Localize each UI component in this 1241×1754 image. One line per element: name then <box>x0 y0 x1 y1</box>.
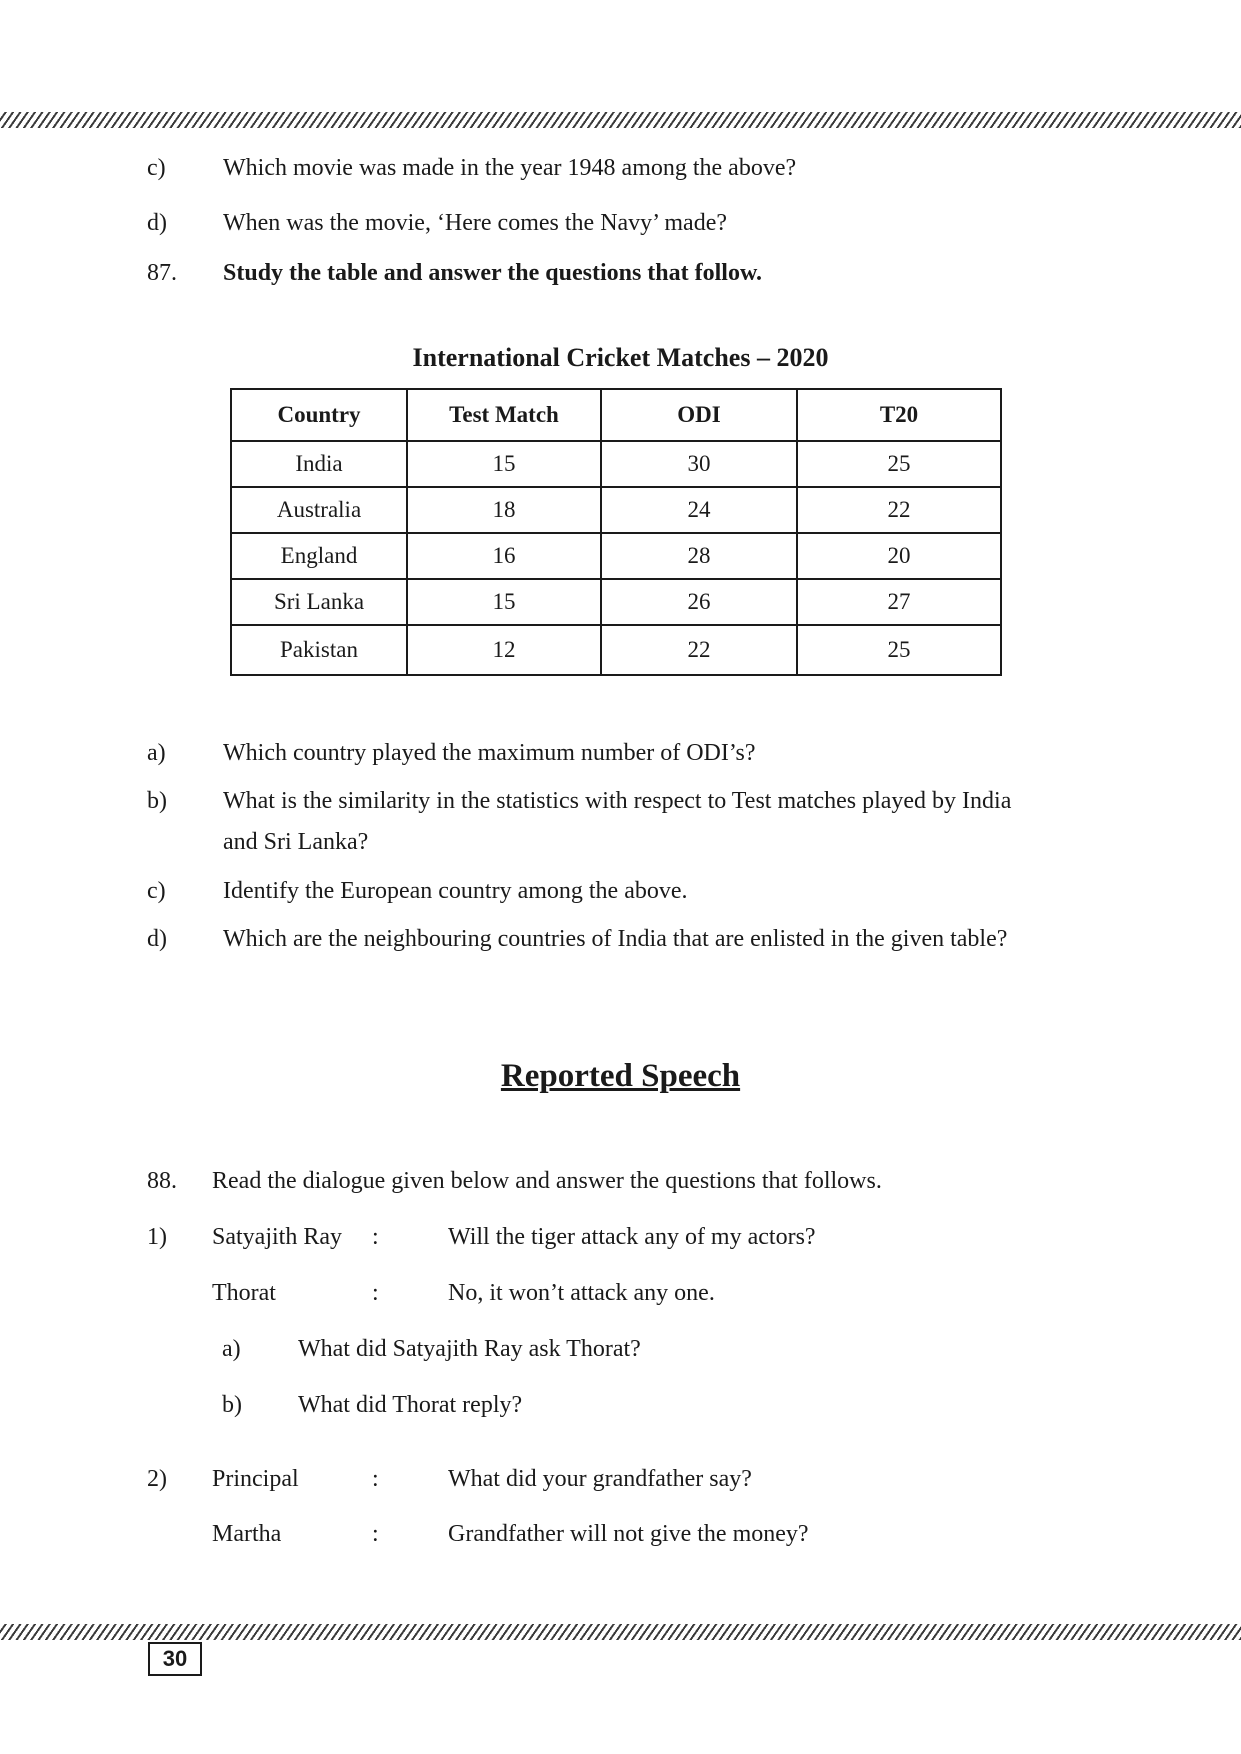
cell-test-match: 15 <box>407 441 601 487</box>
header-odi: ODI <box>601 389 797 441</box>
table-row <box>231 579 1001 625</box>
cricket-matches-table <box>230 388 1002 676</box>
cell-country: Pakistan <box>231 625 407 675</box>
question-text: When was the movie, ‘Here comes the Navy’ made? <box>223 210 728 236</box>
question-number: 88. <box>147 1168 177 1194</box>
question-label: c) <box>147 155 166 181</box>
cell-test-match: 12 <box>407 625 601 675</box>
cell-country: Australia <box>231 487 407 533</box>
table-row <box>231 441 1001 487</box>
question-number: 87. <box>147 260 177 286</box>
question-label: a) <box>147 740 166 766</box>
question-instruction: Read the dialogue given below and answer the questions that follows. <box>212 1168 882 1194</box>
cell-test-match: 15 <box>407 579 601 625</box>
dialogue-text: What did your grandfather say? <box>448 1466 752 1492</box>
speaker-colon: : <box>372 1280 379 1306</box>
cell-country: England <box>231 533 407 579</box>
cell-t20: 20 <box>797 533 1001 579</box>
speaker-name: Martha <box>212 1521 282 1547</box>
table-row <box>231 533 1001 579</box>
speaker-colon: : <box>372 1521 379 1547</box>
speaker-colon: : <box>372 1224 379 1250</box>
question-text: What is the similarity in the statistics with respect to Test matches played by India <box>223 788 1012 814</box>
header-country: Country <box>231 389 407 441</box>
dialogue-number: 1) <box>147 1224 167 1250</box>
question-text-continued: and Sri Lanka? <box>223 829 369 855</box>
sub-question-text: What did Satyajith Ray ask Thorat? <box>298 1336 641 1362</box>
speaker-name: Principal <box>212 1466 299 1492</box>
header-test-match: Test Match <box>407 389 601 441</box>
cell-test-match: 16 <box>407 533 601 579</box>
cell-odi: 28 <box>601 533 797 579</box>
sub-question-label: b) <box>222 1392 242 1418</box>
cell-test-match: 18 <box>407 487 601 533</box>
question-text: Which are the neighbouring countries of India that are enlisted in the given table? <box>223 926 1008 952</box>
cell-odi: 22 <box>601 625 797 675</box>
question-instruction: Study the table and answer the questions that follow. <box>223 260 762 286</box>
question-text: Which movie was made in the year 1948 among the above? <box>223 155 797 181</box>
table-title: International Cricket Matches – 2020 <box>412 343 829 372</box>
section-title: Reported Speech <box>500 1058 741 1094</box>
cell-odi: 26 <box>601 579 797 625</box>
dialogue-text: Grandfather will not give the money? <box>448 1521 809 1547</box>
top-hatch-border <box>0 112 1241 128</box>
header-t20: T20 <box>797 389 1001 441</box>
cell-t20: 22 <box>797 487 1001 533</box>
bottom-hatch-border <box>0 1624 1241 1640</box>
cell-t20: 25 <box>797 441 1001 487</box>
cell-t20: 27 <box>797 579 1001 625</box>
question-text: Which country played the maximum number of ODI’s? <box>223 740 756 766</box>
speaker-colon: : <box>372 1466 379 1492</box>
sub-question-text: What did Thorat reply? <box>298 1392 523 1418</box>
question-label: d) <box>147 926 167 952</box>
cell-country: India <box>231 441 407 487</box>
speaker-name: Satyajith Ray <box>212 1224 342 1250</box>
cell-odi: 30 <box>601 441 797 487</box>
table-row <box>231 625 1001 675</box>
dialogue-number: 2) <box>147 1466 167 1492</box>
question-label: c) <box>147 878 166 904</box>
page-number: 30 <box>148 1642 202 1676</box>
speaker-name: Thorat <box>212 1280 276 1306</box>
sub-question-label: a) <box>222 1336 241 1362</box>
question-text: Identify the European country among the above. <box>223 878 688 904</box>
dialogue-text: Will the tiger attack any of my actors? <box>448 1224 816 1250</box>
dialogue-text: No, it won’t attack any one. <box>448 1280 715 1306</box>
question-label: b) <box>147 788 167 814</box>
cell-country: Sri Lanka <box>231 579 407 625</box>
cell-t20: 25 <box>797 625 1001 675</box>
table-header-row <box>231 389 1001 441</box>
question-label: d) <box>147 210 167 236</box>
cell-odi: 24 <box>601 487 797 533</box>
table-row <box>231 487 1001 533</box>
